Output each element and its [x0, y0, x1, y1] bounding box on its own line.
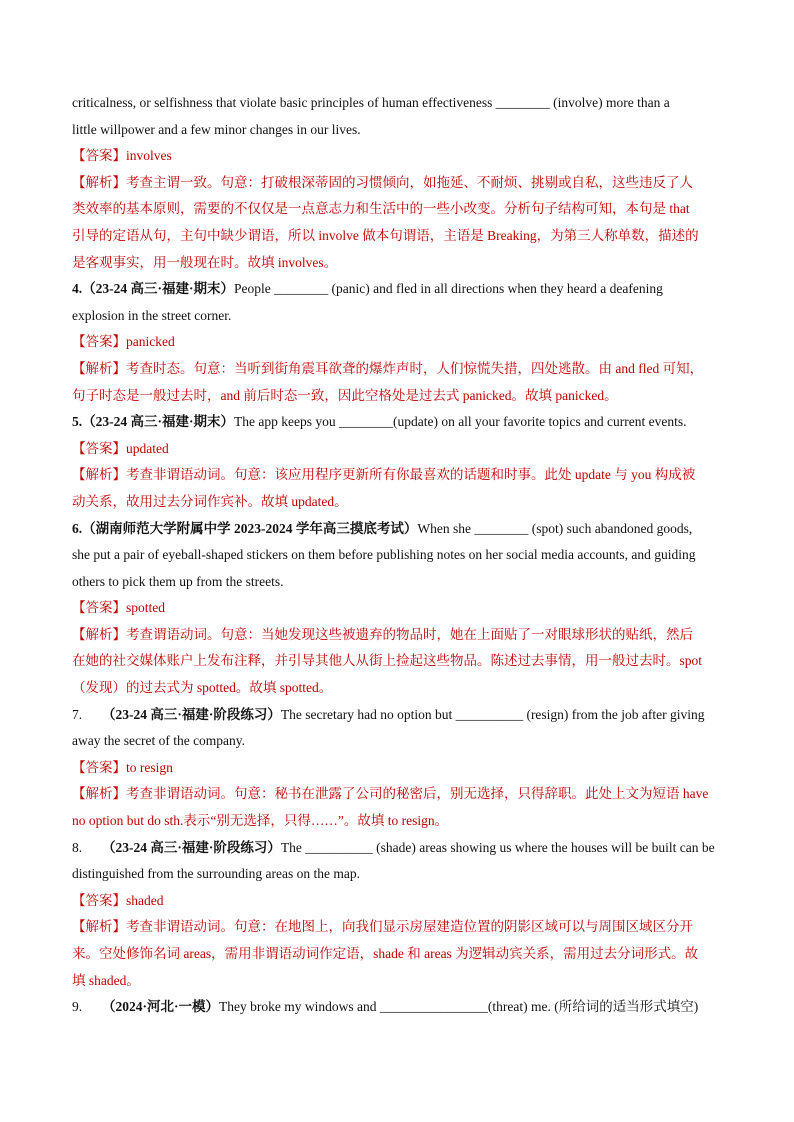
question-7-source: （23-24 高三·福建·阶段练习）: [102, 706, 281, 722]
question-3-analysis-line-2: 类效率的基本原则，需要的不仅仅是一点意志力和生活中的一些小改变。分析句子结构可知，本句是 that: [72, 201, 690, 217]
question-9-number: 9.: [72, 999, 83, 1015]
question-8-answer: 【答案】shaded: [72, 892, 164, 908]
question-8-text-line-2: distinguished from the surrounding areas on the map.: [72, 866, 360, 882]
question-4-analysis-line-1: 【解析】考查时态。句意：当听到街角震耳欲聋的爆炸声时，人们惊慌失措，四处逃散。由 and fled 可知，: [72, 360, 704, 376]
question-9-text: They broke my windows and ________________(threat) me. (所给词的适当形式填空): [219, 999, 699, 1015]
document-page: [72, 90, 732, 1021]
question-7-answer: 【答案】to resign: [72, 759, 173, 775]
question-7-text-line-2: away the secret of the company.: [72, 733, 246, 749]
question-8-number: 8.: [72, 839, 83, 855]
question-4-line-1: [72, 276, 732, 303]
question-4-answer: 【答案】panicked: [72, 334, 175, 350]
question-4-analysis-line-2: 句子时态是一般过去时，and 前后时态一致，因此空格处是过去式 panicked。故填 panicked。: [72, 387, 618, 403]
question-5-analysis-line-2: 动关系，故用过去分词作宾补。故填 updated。: [72, 493, 348, 509]
question-6-text-line-3: others to pick them up from the streets.: [72, 573, 284, 589]
question-9-source: （2024·河北·一模）: [102, 999, 220, 1015]
question-8-text: The __________ (shade) areas showing us where the houses will be built can be: [280, 839, 715, 855]
question-4-text: People ________ (panic) and fled in all directions when they heard a deafening: [234, 281, 663, 297]
question-7-line-1: [72, 702, 732, 729]
question-5-line-1: [72, 409, 732, 436]
question-5-text: The app keeps you ________(update) on all your favorite topics and current events.: [234, 414, 687, 430]
question-5-analysis-line-1: 【解析】考查非谓语动词。句意：该应用程序更新所有你最喜欢的话题和时事。此处 update 与 you 构成被: [72, 467, 696, 483]
question-5-source: 5.（23-24 高三·福建·期末）: [72, 414, 234, 430]
question-3-text-line-2: little willpower and a few minor changes in our lives.: [72, 121, 361, 137]
question-7-number: 7.: [72, 706, 83, 722]
question-5-answer: 【答案】updated: [72, 440, 169, 456]
question-8-analysis-line-1: 【解析】考查非谓语动词。句意：在地图上，向我们显示房屋建造位置的阴影区域可以与周围区域区分开: [72, 919, 693, 935]
question-6-source: 6.（湖南师范大学附属中学 2023-2024 学年高三摸底考试）: [72, 520, 418, 536]
question-7-text: The secretary had no option but __________ (resign) from the job after giving: [280, 706, 705, 722]
question-7-analysis-line-2: no option but do sth.表示“别无选择，只得……”。故填 to resign。: [72, 813, 449, 829]
question-4-text-line-2: explosion in the street corner.: [72, 307, 232, 323]
question-8-analysis-line-3: 填 shaded。: [72, 972, 140, 988]
question-3-analysis-line-1: 【解析】考查主谓一致。句意：打破根深蒂固的习惯倾向，如拖延、不耐烦、挑剔或自私，这些违反了人: [72, 174, 693, 190]
question-8-line-1: [72, 835, 732, 862]
question-3-analysis-line-3: 引导的定语从句，主句中缺少谓语，所以 involve 做本句谓语，主语是 Breaking，为第三人称单数，描述的: [72, 227, 699, 243]
question-4-source: 4.（23-24 高三·福建·期末）: [72, 281, 234, 297]
question-7-analysis-line-1: 【解析】考查非谓语动词。句意：秘书在泄露了公司的秘密后，别无选择，只得辞职。此处上文为短语 have: [72, 786, 709, 802]
question-3-answer: 【答案】involves: [72, 148, 172, 164]
question-3-analysis-line-4: 是客观事实，用一般现在时。故填 involves。: [72, 254, 338, 270]
question-6-analysis-line-3: （发现）的过去式为 spotted。故填 spotted。: [72, 680, 333, 696]
question-6-answer: 【答案】spotted: [72, 600, 165, 616]
question-6-analysis-line-1: 【解析】考查谓语动词。句意：当她发现这些被遗弃的物品时，她在上面贴了一对眼球形状的贴纸，然后: [72, 626, 693, 642]
question-8-source: （23-24 高三·福建·阶段练习）: [102, 839, 281, 855]
question-3-text-line-1: criticalness, or selfishness that violate basic principles of human effectiveness ________ (involve) more than a: [72, 95, 670, 110]
question-6-text-line-2: she put a pair of eyeball-shaped stickers on them before publishing notes on her social media accounts, and guiding: [72, 547, 696, 563]
question-6-analysis-line-2: 在她的社交媒体账户上发布注释，并引导其他人从街上捡起这些物品。陈述过去事情，用一般过去时。spot: [72, 653, 703, 669]
question-9-line-1: [72, 994, 732, 1021]
question-6-text: When she ________ (spot) such abandoned goods,: [417, 520, 693, 536]
question-6-line-1: [72, 516, 732, 543]
question-8-analysis-line-2: 来。空处修饰名词 areas，需用非谓语动词作定语，shade 和 areas 为逻辑动宾关系，需用过去分词形式。故: [72, 946, 699, 961]
